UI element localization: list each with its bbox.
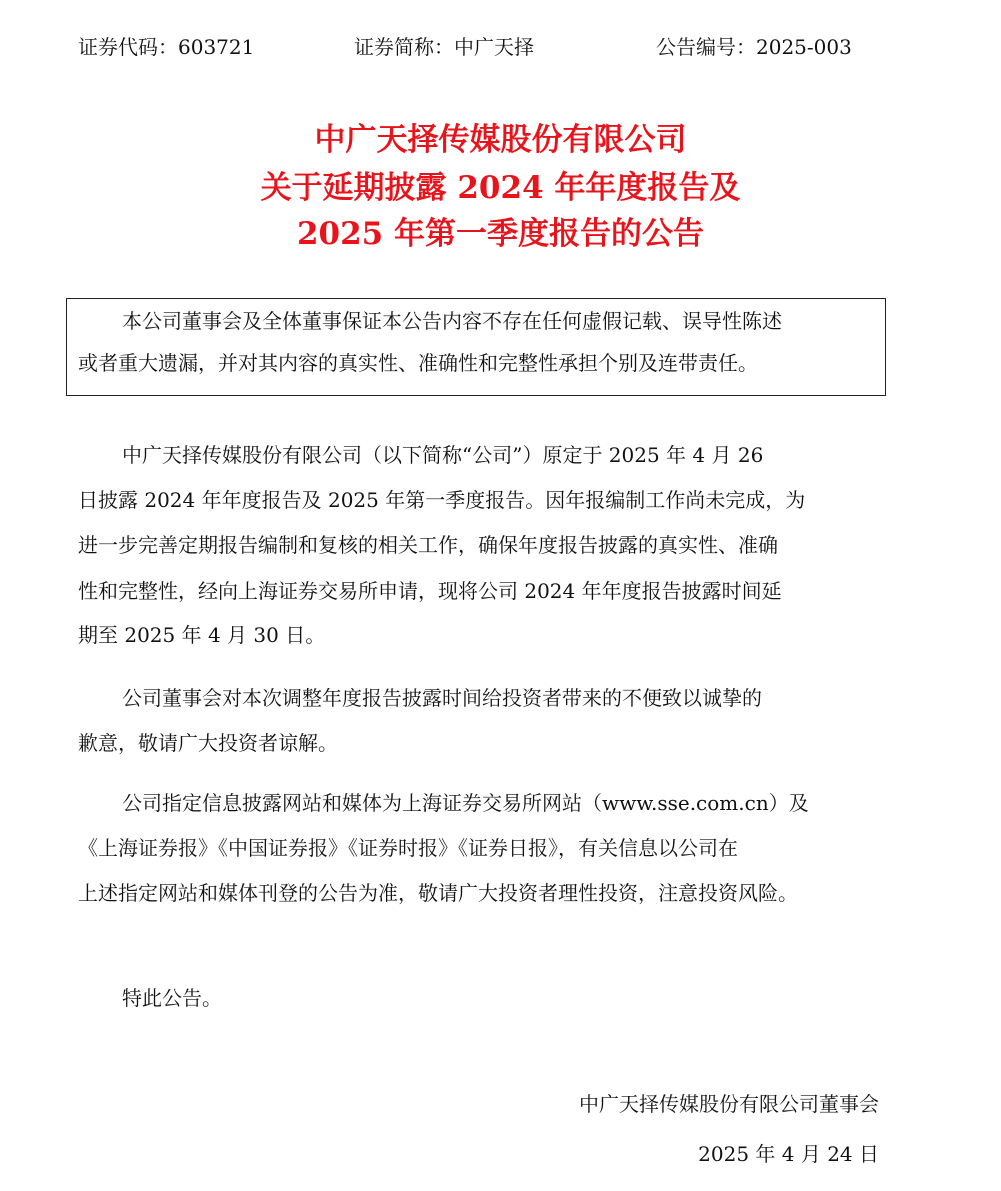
document-header (78, 30, 878, 64)
notice-number: 公告编号：2025-003 (656, 35, 852, 59)
statement-line: 本公司董事会及全体董事保证本公告内容不存在任何虚假记载、误导性陈述 (122, 309, 782, 333)
closing-remark: 特此公告。 (122, 986, 222, 1010)
title-line-1: 中广天择传媒股份有限公司 (314, 122, 687, 158)
paragraph-line: 进一步完善定期报告编制和复核的相关工作，确保年度报告披露的真实性、准确 (78, 533, 778, 557)
statement-line: 或者重大遗漏，并对其内容的真实性、准确性和完整性承担个别及连带责任。 (78, 351, 758, 375)
paragraph-line: 公司董事会对本次调整年度报告披露时间给投资者带来的不便致以诚挚的 (122, 686, 762, 710)
stock-abbreviation: 证券简称：中广天择 (354, 35, 534, 59)
paragraph-line: 《上海证券报》《中国证券报》《证券时报》《证券日报》，有关信息以公司在 (78, 836, 738, 860)
paragraph-line: 性和完整性，经向上海证券交易所申请，现将公司 2024 年年度报告披露时间延 (78, 579, 782, 603)
paragraph-line: 日披露 2024 年年度报告及 2025 年第一季度报告。因年报编制工作尚未完成，为 (78, 488, 806, 512)
paragraph-line: 歉意，敬请广大投资者谅解。 (78, 731, 338, 755)
paragraph-line: 公司指定信息披露网站和媒体为上海证券交易所网站（www.sse.com.cn）及 (122, 791, 809, 815)
paragraph-line: 期至 2025 年 4 月 30 日。 (78, 623, 326, 647)
paragraph-line: 上述指定网站和媒体刊登的公告为准，敬请广大投资者理性投资，注意投资风险。 (78, 881, 798, 905)
signature-date: 2025 年 4 月 24 日 (698, 1142, 879, 1166)
title-line-3: 2025 年第一季度报告的公告 (296, 216, 705, 252)
signature-org: 中广天择传媒股份有限公司董事会 (579, 1092, 879, 1116)
paragraph-line: 中广天择传媒股份有限公司（以下简称“公司”）原定于 2025 年 4 月 26 (122, 443, 764, 467)
stock-code: 证券代码：603721 (78, 35, 255, 59)
title-line-2: 关于延期披露 2024 年年度报告及 (260, 170, 741, 206)
